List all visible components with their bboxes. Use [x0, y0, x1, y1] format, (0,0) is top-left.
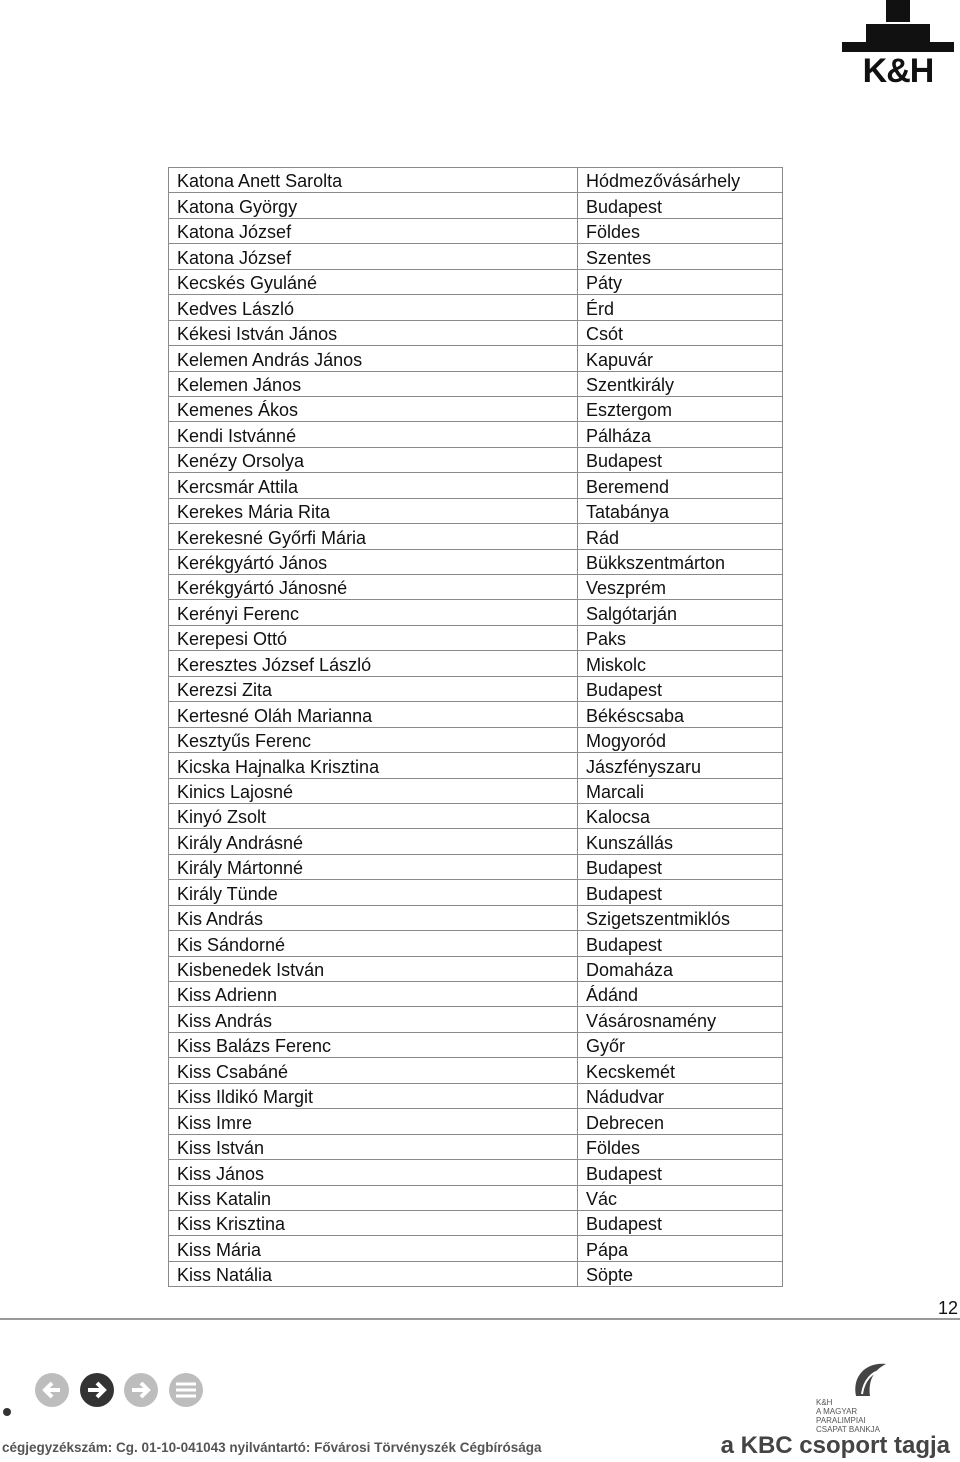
- city-cell: Söpte: [578, 1261, 783, 1286]
- city-cell: Budapest: [578, 676, 783, 701]
- table-row: [169, 524, 783, 549]
- city-cell: Vác: [578, 1185, 783, 1210]
- city-cell: Jászfényszaru: [578, 753, 783, 778]
- city-cell: Pálháza: [578, 422, 783, 447]
- table-row: [169, 1185, 783, 1210]
- name-cell: Kendi Istvánné: [169, 422, 578, 447]
- city-cell: Ádánd: [578, 982, 783, 1007]
- city-cell: Budapest: [578, 1160, 783, 1185]
- table-row: [169, 651, 783, 676]
- table-row: [169, 447, 783, 472]
- name-cell: Kelemen János: [169, 371, 578, 396]
- city-cell: Budapest: [578, 880, 783, 905]
- name-cell: Kiss Imre: [169, 1109, 578, 1134]
- name-cell: Király Mártonné: [169, 854, 578, 879]
- city-cell: Hódmezővásárhely: [578, 168, 783, 193]
- table-row: [169, 1210, 783, 1235]
- table-row: [169, 1261, 783, 1286]
- name-cell: Kerékgyártó Jánosné: [169, 575, 578, 600]
- city-cell: Budapest: [578, 854, 783, 879]
- table-row: [169, 168, 783, 193]
- city-cell: Földes: [578, 218, 783, 243]
- table-row: [169, 269, 783, 294]
- first-page-icon[interactable]: [3, 1373, 69, 1416]
- table-row: [169, 346, 783, 371]
- table-row: [169, 193, 783, 218]
- name-cell: Kis András: [169, 905, 578, 930]
- table-row: [169, 778, 783, 803]
- table-row: [169, 702, 783, 727]
- city-cell: Kapuvár: [578, 346, 783, 371]
- city-cell: Kunszállás: [578, 829, 783, 854]
- name-cell: Katona György: [169, 193, 578, 218]
- table-body: [169, 168, 783, 1287]
- city-cell: Győr: [578, 1032, 783, 1057]
- name-cell: Kiss Csabáné: [169, 1058, 578, 1083]
- table-row: [169, 600, 783, 625]
- badge-text: K&H A MAGYAR PARALIMPIAI CSAPAT BANKJA: [816, 1398, 881, 1434]
- city-cell: Marcali: [578, 778, 783, 803]
- table-row: [169, 320, 783, 345]
- name-cell: Katona József: [169, 218, 578, 243]
- table-row: [169, 625, 783, 650]
- city-cell: Kecskemét: [578, 1058, 783, 1083]
- name-cell: Kemenes Ákos: [169, 396, 578, 421]
- navigation-arrows: [0, 1366, 210, 1422]
- city-cell: Mogyoród: [578, 727, 783, 752]
- company-registry-text: cégjegyzékszám: Cg. 01-10-041043 nyilvántartó: Fővárosi Törvényszék Cégbírósága: [2, 1440, 542, 1455]
- table-row: [169, 1134, 783, 1159]
- table-row: [169, 244, 783, 269]
- table-row: [169, 727, 783, 752]
- table-row: [169, 854, 783, 879]
- table-row: [169, 1058, 783, 1083]
- table-row: [169, 295, 783, 320]
- name-city-table: [168, 167, 783, 1287]
- table-row: [169, 905, 783, 930]
- table-row: [169, 1236, 783, 1261]
- table-row: [169, 498, 783, 523]
- forward-icon[interactable]: [124, 1373, 158, 1407]
- table-row: [169, 1007, 783, 1032]
- name-cell: Kesztyűs Ferenc: [169, 727, 578, 752]
- city-cell: Rád: [578, 524, 783, 549]
- table-row: [169, 549, 783, 574]
- name-cell: Kiss Mária: [169, 1236, 578, 1261]
- table-row: [169, 1160, 783, 1185]
- name-cell: Kerepesi Ottó: [169, 625, 578, 650]
- name-cell: Kerezsi Zita: [169, 676, 578, 701]
- name-cell: Kelemen András János: [169, 346, 578, 371]
- name-cell: Kercsmár Attila: [169, 473, 578, 498]
- city-cell: Szentkirály: [578, 371, 783, 396]
- kbc-group-tagline: a KBC csoport tagja: [720, 1432, 950, 1459]
- kh-logo: [842, 0, 954, 90]
- name-cell: Kerékgyártó János: [169, 549, 578, 574]
- page-divider: [0, 1318, 960, 1320]
- name-cell: Kis Sándorné: [169, 931, 578, 956]
- table-row: [169, 575, 783, 600]
- name-cell: Kenézy Orsolya: [169, 447, 578, 472]
- name-cell: Kedves László: [169, 295, 578, 320]
- name-cell: Kiss András: [169, 1007, 578, 1032]
- name-cell: Kecskés Gyuláné: [169, 269, 578, 294]
- city-cell: Budapest: [578, 193, 783, 218]
- table-row: [169, 956, 783, 981]
- name-cell: Kiss János: [169, 1160, 578, 1185]
- city-cell: Nádudvar: [578, 1083, 783, 1108]
- city-cell: Tatabánya: [578, 498, 783, 523]
- city-cell: Debrecen: [578, 1109, 783, 1134]
- name-cell: Kinyó Zsolt: [169, 803, 578, 828]
- city-cell: Szigetszentmiklós: [578, 905, 783, 930]
- table-row: [169, 1083, 783, 1108]
- city-cell: Salgótarján: [578, 600, 783, 625]
- table-row: [169, 676, 783, 701]
- kh-logo-mark: [842, 0, 954, 56]
- table-row: [169, 753, 783, 778]
- city-cell: Domaháza: [578, 956, 783, 981]
- table-row: [169, 371, 783, 396]
- city-cell: Páty: [578, 269, 783, 294]
- table-row: [169, 473, 783, 498]
- name-cell: Kiss István: [169, 1134, 578, 1159]
- name-cell: Kiss Ildikó Margit: [169, 1083, 578, 1108]
- city-cell: Csót: [578, 320, 783, 345]
- name-cell: Kertesné Oláh Marianna: [169, 702, 578, 727]
- paralympic-emblem-icon: [812, 1356, 892, 1400]
- name-cell: Kerényi Ferenc: [169, 600, 578, 625]
- table-row: [169, 1032, 783, 1057]
- table-row: [169, 218, 783, 243]
- name-cell: Kerekesné Győrfi Mária: [169, 524, 578, 549]
- table-row: [169, 396, 783, 421]
- city-cell: Pápa: [578, 1236, 783, 1261]
- name-cell: Király Andrásné: [169, 829, 578, 854]
- menu-icon[interactable]: [169, 1373, 203, 1407]
- name-cell: Kékesi István János: [169, 320, 578, 345]
- city-cell: Esztergom: [578, 396, 783, 421]
- city-cell: Bükkszentmárton: [578, 549, 783, 574]
- name-cell: Kerekes Mária Rita: [169, 498, 578, 523]
- name-cell: Kicska Hajnalka Krisztina: [169, 753, 578, 778]
- name-cell: Kiss Krisztina: [169, 1210, 578, 1235]
- paralympic-team-badge: [812, 1356, 892, 1434]
- name-cell: Katona József: [169, 244, 578, 269]
- table-row: [169, 422, 783, 447]
- table-row: [169, 982, 783, 1007]
- city-cell: Veszprém: [578, 575, 783, 600]
- city-cell: Miskolc: [578, 651, 783, 676]
- name-cell: Kiss Natália: [169, 1261, 578, 1286]
- city-cell: Békéscsaba: [578, 702, 783, 727]
- city-cell: Földes: [578, 1134, 783, 1159]
- name-cell: Kisbenedek István: [169, 956, 578, 981]
- table-row: [169, 829, 783, 854]
- name-cell: Kinics Lajosné: [169, 778, 578, 803]
- city-cell: Érd: [578, 295, 783, 320]
- table-row: [169, 803, 783, 828]
- name-cell: Kiss Adrienn: [169, 982, 578, 1007]
- city-cell: Vásárosnamény: [578, 1007, 783, 1032]
- logo-text: K&H: [862, 52, 934, 90]
- city-cell: Kalocsa: [578, 803, 783, 828]
- city-cell: Beremend: [578, 473, 783, 498]
- name-cell: Katona Anett Sarolta: [169, 168, 578, 193]
- city-cell: Paks: [578, 625, 783, 650]
- page-number: 12: [937, 1298, 958, 1318]
- name-cell: Kiss Katalin: [169, 1185, 578, 1210]
- city-cell: Budapest: [578, 931, 783, 956]
- table-row: [169, 931, 783, 956]
- city-cell: Budapest: [578, 1210, 783, 1235]
- name-cell: Keresztes József László: [169, 651, 578, 676]
- name-cell: Király Tünde: [169, 880, 578, 905]
- next-page-icon[interactable]: [80, 1373, 114, 1407]
- table-row: [169, 880, 783, 905]
- city-cell: Budapest: [578, 447, 783, 472]
- table-row: [169, 1109, 783, 1134]
- city-cell: Szentes: [578, 244, 783, 269]
- name-cell: Kiss Balázs Ferenc: [169, 1032, 578, 1057]
